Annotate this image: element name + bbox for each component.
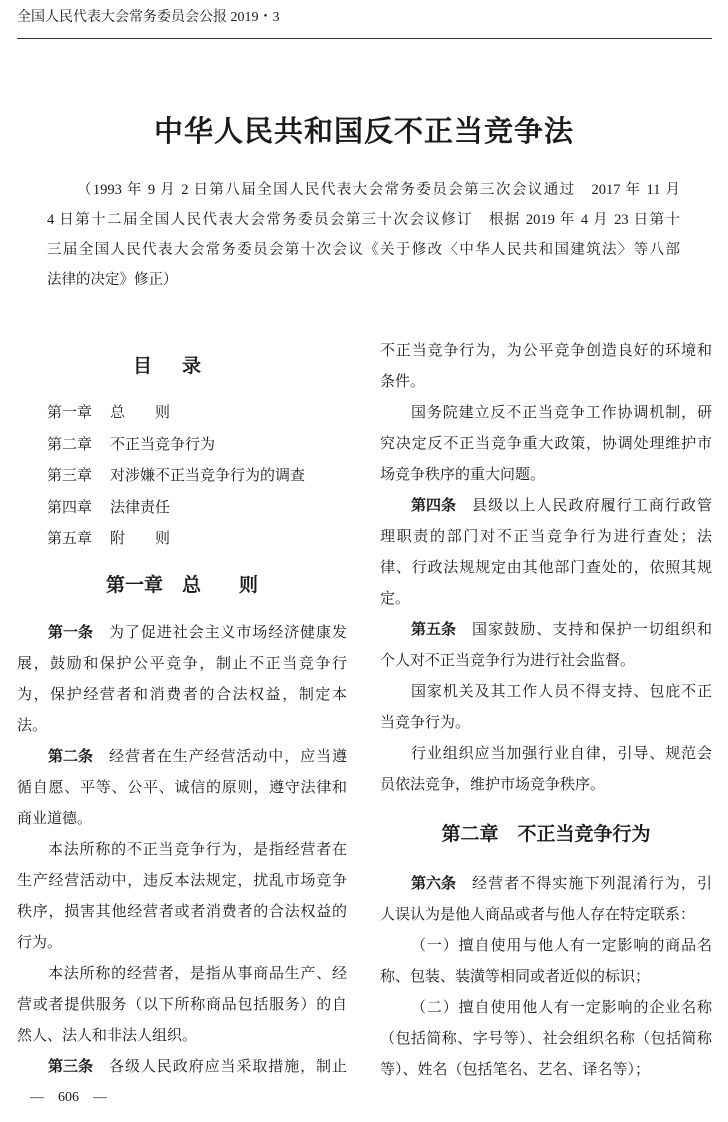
paragraph-line: 国务院建立反不正当竞争工作协调机制，研 <box>411 405 712 421</box>
paragraph-line: 员依法竞争，维护市场竞争秩序。 <box>380 777 606 793</box>
paragraph-line: 循自愿、平等、公平、诚信的原则，遵守法律和 <box>17 780 347 796</box>
left-column-body <box>17 618 347 1083</box>
toc-chapter-number: 第四章 <box>47 499 93 516</box>
toc-item <box>47 524 305 556</box>
paragraph-line: 营或者提供服务（以下所称商品包括服务）的自 <box>17 997 347 1013</box>
paragraph-line <box>17 1052 347 1083</box>
paragraph <box>380 739 712 801</box>
toc-chapter-number: 第三章 <box>47 468 93 484</box>
table-of-contents <box>47 398 305 556</box>
article-text: 县级以上人民政府履行工商行政管 <box>472 498 712 514</box>
paragraph-line: 本法所称的不正当竞争行为，是指经营者在 <box>48 842 347 858</box>
paragraph-line <box>380 491 712 522</box>
paragraph <box>380 398 712 491</box>
paragraph-line: 然人、法人和非法人组织。 <box>17 1028 198 1044</box>
toc-chapter-title: 总 则 <box>110 405 171 421</box>
toc-chapter-number: 第五章 <box>47 531 93 547</box>
paragraph-line: 场竞争秩序的重大问题。 <box>380 467 546 483</box>
preamble-line: 4 日第十二届全国人民代表大会常务委员会第三十次会议修订 根据 2019 年 4 月 23 日第十 <box>47 212 680 228</box>
article-label: 第三条 <box>48 1059 94 1075</box>
paragraph-line: 定。 <box>380 591 411 607</box>
law-title: 中华人民共和国反不正当竞争法 <box>153 116 574 148</box>
toc-chapter-number: 第二章 <box>47 436 93 453</box>
header-rule <box>17 38 712 39</box>
paragraph-line: 国家机关及其工作人员不得支持、包庇不正 <box>411 684 712 700</box>
paragraph-line: 不正当竞争行为，为公平竞争创造良好的环境和 <box>380 343 712 359</box>
paragraph-line <box>17 742 347 773</box>
paragraph <box>17 742 347 835</box>
paragraph-line: 本法所称的经营者，是指从事商品生产、经 <box>48 966 347 982</box>
chapter-heading: 第二章 不正当竞争行为 <box>441 824 651 845</box>
paragraph <box>17 835 347 959</box>
paragraph-line: 究决定反不正当竞争重大政策，协调处理维护市 <box>380 436 712 452</box>
paragraph-line: 人误认为是他人商品或者与他人存在特定联系： <box>380 907 696 923</box>
paragraph-line <box>17 618 347 649</box>
enactment-note <box>47 175 680 295</box>
paragraph-line: 为，保护经营者和消费者的合法权益，制定本 <box>17 687 347 703</box>
right-column-body <box>380 336 712 801</box>
page-number: — 606 — <box>30 1090 107 1105</box>
chapter-heading: 第一章 总 则 <box>105 575 258 596</box>
toc-chapter-title: 对涉嫌不正当竞争行为的调查 <box>110 468 306 484</box>
article-text: 经营者不得实施下列混淆行为，引 <box>472 876 712 892</box>
right-column-body-ch2 <box>380 869 712 1086</box>
article-text: 经营者在生产经营活动中，应当遵 <box>109 749 347 765</box>
paragraph <box>380 336 712 398</box>
paragraph-line: 商业道德。 <box>17 811 93 827</box>
paragraph <box>380 615 712 677</box>
toc-chapter-title: 法律责任 <box>110 499 171 516</box>
preamble-line: 三届全国人民代表大会常务委员会第十次会议《关于修改〈中华人民共和国建筑法〉等八部 <box>47 242 680 258</box>
article-label: 第五条 <box>411 622 457 638</box>
paragraph-line: 等）、姓名（包括笔名、艺名、译名等）； <box>380 1062 651 1078</box>
article-label: 第一条 <box>48 625 94 641</box>
paragraph <box>380 677 712 739</box>
toc-item <box>47 430 305 462</box>
toc-chapter-number: 第一章 <box>47 405 93 421</box>
paragraph-line: 展，鼓励和保护公平竞争，制止不正当竞争行 <box>17 656 347 672</box>
article-label: 第二条 <box>48 749 94 765</box>
toc-item <box>47 398 305 430</box>
paragraph-line: （包括简称、字号等）、社会组织名称（包括简称 <box>380 1031 712 1047</box>
paragraph-line: 行业组织应当加强行业自律，引导、规范会 <box>411 746 712 762</box>
article-label: 第六条 <box>411 876 457 892</box>
toc-chapter-title: 附 则 <box>110 531 171 547</box>
article-text: 为了促进社会主义市场经济健康发 <box>109 625 347 641</box>
paragraph <box>17 959 347 1052</box>
paragraph-line: 法。 <box>17 718 48 734</box>
paragraph-line: 生产经营活动中，违反本法规定，扰乱市场竞争 <box>17 873 347 889</box>
toc-item <box>47 493 305 525</box>
paragraph-line: （二）擅自使用他人有一定影响的企业名称 <box>411 1000 712 1016</box>
running-header: 全国人民代表大会常务委员会公报 2019・3 <box>17 10 280 25</box>
paragraph-line: 个人对不正当竞争行为进行社会监督。 <box>380 653 636 669</box>
article-text: 各级人民政府应当采取措施，制止 <box>109 1059 347 1075</box>
article-label: 第四条 <box>411 498 457 514</box>
paragraph-line: 当竞争行为。 <box>380 715 471 731</box>
toc-item <box>47 461 305 493</box>
paragraph <box>380 993 712 1086</box>
paragraph-line: （一）擅自使用与他人有一定影响的商品名 <box>411 938 712 954</box>
paragraph-line: 行为。 <box>17 935 63 951</box>
paragraph-line <box>380 615 712 646</box>
toc-title: 目录 <box>132 356 231 377</box>
paragraph-line: 理职责的部门对不正当竞争行为进行查处；法 <box>380 529 712 545</box>
paragraph <box>380 869 712 931</box>
paragraph <box>380 491 712 615</box>
toc-chapter-title: 不正当竞争行为 <box>110 436 216 453</box>
paragraph-line: 秩序，损害其他经营者或者消费者的合法权益的 <box>17 904 347 920</box>
paragraph-line <box>380 869 712 900</box>
paragraph <box>17 618 347 742</box>
paragraph-line: 条件。 <box>380 374 426 390</box>
article-text: 国家鼓励、支持和保护一切组织和 <box>472 622 712 638</box>
paragraph-line: 称、包装、装潢等相同或者近似的标识； <box>380 969 651 985</box>
paragraph <box>17 1052 347 1083</box>
paragraph-line: 律、行政法规规定由其他部门查处的，依照其规 <box>380 560 712 576</box>
paragraph <box>380 931 712 993</box>
preamble-line: （1993 年 9 月 2 日第八届全国人民代表大会常务委员会第三次会议通过 2017 年 11 月 <box>77 182 680 198</box>
preamble-line: 法律的决定》修正） <box>47 272 178 288</box>
